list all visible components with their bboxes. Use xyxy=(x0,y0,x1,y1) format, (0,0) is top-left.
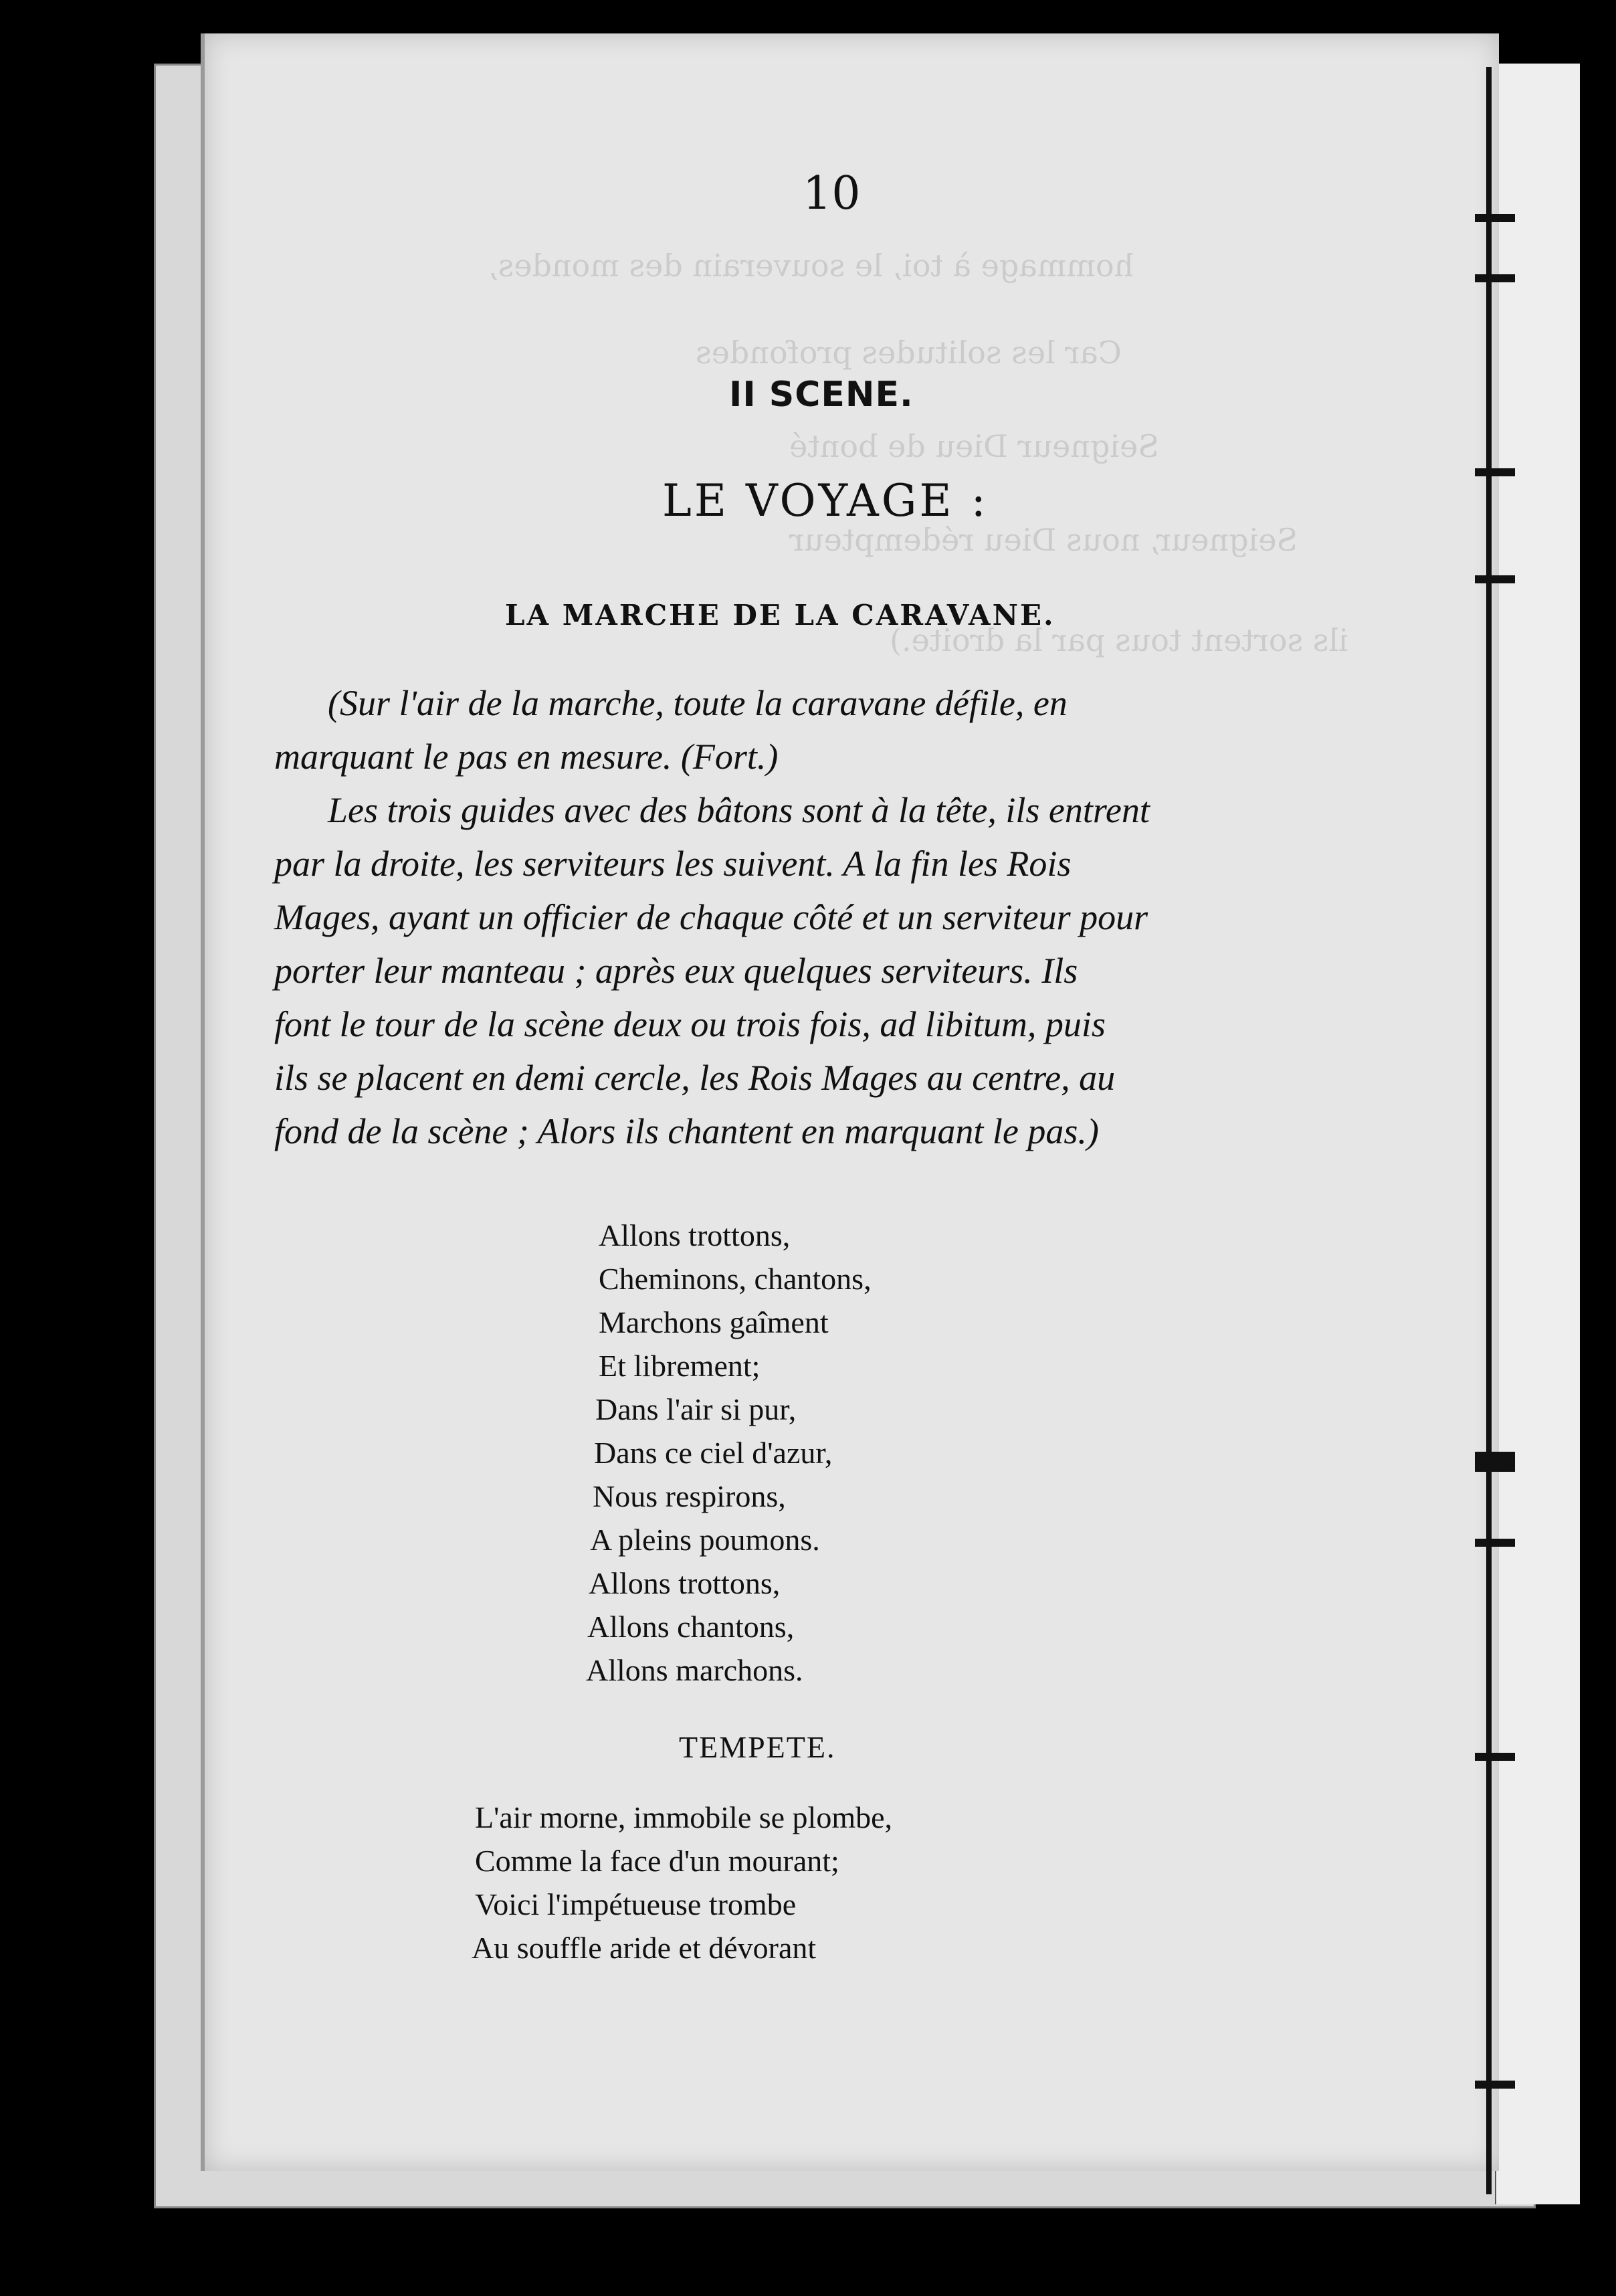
stage-direction-line: marquant le pas en mesure. (Fort.) xyxy=(274,737,779,777)
song-line: Allons trottons, xyxy=(589,1566,781,1600)
page-number: 10 xyxy=(803,167,861,220)
stage-direction-line: ils se placent en demi cercle, les Rois Mages au centre, au xyxy=(274,1058,1116,1098)
subtitle: LA MARCHE DE LA CARAVANE. xyxy=(505,599,1055,632)
song-line: Et librement; xyxy=(599,1349,761,1383)
binding-stitch xyxy=(1475,1753,1515,1761)
stage-direction-line: font le tour de la scène deux ou trois fois, ad libitum, puis xyxy=(274,1004,1106,1044)
binding-strip xyxy=(1495,64,1580,2204)
bleed-through-line: ils sortent tous par la droite.) xyxy=(890,622,1348,658)
spine-line xyxy=(1486,67,1492,2194)
bleed-through-line: hommage à toi, le souverain des mondes, xyxy=(488,248,1134,284)
binding-stitch xyxy=(1475,1452,1515,1472)
song-line: Dans l'air si pur, xyxy=(595,1392,797,1426)
song-line: Dans ce ciel d'azur, xyxy=(594,1436,833,1470)
song-line: Marchons gaîment xyxy=(599,1305,829,1339)
binding-stitch xyxy=(1475,214,1515,222)
tempete-line: Voici l'impétueuse trombe xyxy=(475,1887,797,1921)
stage-direction-line: fond de la scène ; Alors ils chantent en marquant le pas.) xyxy=(274,1111,1099,1151)
binding-stitch xyxy=(1475,1539,1515,1547)
scene-title: II SCENE. xyxy=(729,375,914,415)
bleed-through-line: Seigneur Dieu de bonté xyxy=(789,428,1159,464)
tempete-line: L'air morne, immobile se plombe, xyxy=(475,1800,893,1834)
section-title: TEMPETE. xyxy=(679,1730,836,1764)
song-line: Allons chantons, xyxy=(587,1610,795,1644)
song-line: A pleins poumons. xyxy=(590,1523,820,1557)
tempete-line: Comme la face d'un mourant; xyxy=(475,1844,839,1878)
binding-stitch xyxy=(1475,274,1515,282)
song-line: Allons trottons, xyxy=(599,1218,791,1252)
bleed-through-line: Car les solitudes profondes xyxy=(696,334,1122,371)
stage-direction-line: Mages, ayant un officier de chaque côté et un serviteur pour xyxy=(274,897,1148,937)
stage-direction-line: par la droite, les serviteurs les suivent. A la fin les Rois xyxy=(274,844,1072,884)
main-title: LE VOYAGE : xyxy=(662,475,989,527)
song-line: Allons marchons. xyxy=(586,1653,803,1687)
stage-direction-line: Les trois guides avec des bâtons sont à la tête, ils entrent xyxy=(328,790,1150,830)
stage-direction-line: porter leur manteau ; après eux quelques serviteurs. Ils xyxy=(274,951,1078,991)
song-line: Nous respirons, xyxy=(593,1479,786,1513)
song-line: Cheminons, chantons, xyxy=(599,1262,872,1296)
binding-stitch xyxy=(1475,575,1515,583)
tempete-line: Au souffle aride et dévorant xyxy=(472,1931,817,1965)
stage-direction-line: (Sur l'air de la marche, toute la caravane défile, en xyxy=(328,683,1068,723)
binding-stitch xyxy=(1475,468,1515,476)
binding-stitch xyxy=(1475,2081,1515,2089)
bleed-through-line: Seigneur, nous Dieu rédempteur xyxy=(789,522,1298,558)
